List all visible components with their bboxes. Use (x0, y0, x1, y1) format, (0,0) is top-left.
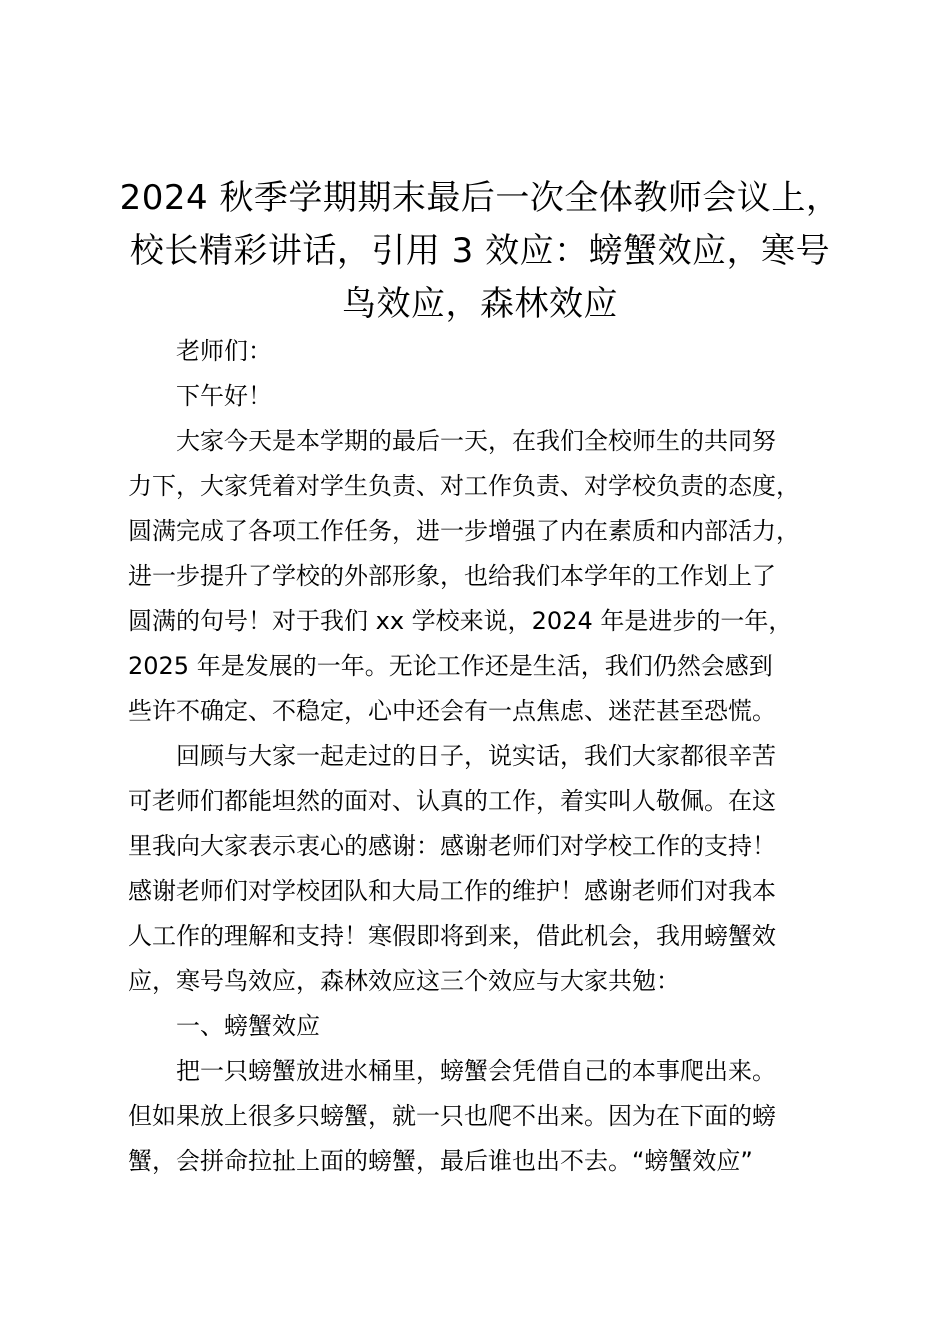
paragraph-line: 人工作的理解和支持！寒假即将到来，借此机会，我用螃蟹效 (128, 922, 776, 950)
title-line: 鸟效应，森林效应 (342, 284, 618, 324)
greeting: 老师们： (176, 337, 272, 365)
paragraph-line: 把一只螃蟹放进水桶里，螃蟹会凭借自己的本事爬出来。 (176, 1057, 776, 1085)
paragraph-line: 但如果放上很多只螃蟹，就一只也爬不出来。因为在下面的螃 (128, 1102, 776, 1130)
section-heading: 一、螃蟹效应 (176, 1012, 320, 1040)
paragraph-1 (128, 419, 858, 734)
document-body (128, 329, 858, 1184)
paragraph-line: 圆满的句号！对于我们 xx 学校来说，2024 年是进步的一年， (128, 607, 793, 635)
paragraph-line: 里我向大家表示衷心的感谢：感谢老师们对学校工作的支持！ (128, 832, 776, 860)
paragraph-line: 进一步提升了学校的外部形象，也给我们本学年的工作划上了 (128, 562, 776, 590)
paragraph-line: 力下，大家凭着对学生负责、对工作负责、对学校负责的态度， (128, 472, 800, 500)
paragraph-line: 感谢老师们对学校团队和大局工作的维护！感谢老师们对我本 (128, 877, 776, 905)
paragraph-3 (128, 1049, 858, 1184)
paragraph-line: 2025 年是发展的一年。无论工作还是生活，我们仍然会感到 (128, 652, 773, 680)
title-line: 2024 秋季学期期末最后一次全体教师会议上， (119, 178, 841, 218)
paragraph-line: 应，寒号鸟效应，森林效应这三个效应与大家共勉： (128, 967, 680, 995)
paragraph-line: 蟹，会拼命拉扯上面的螃蟹，最后谁也出不去。“螃蟹效应” (128, 1147, 753, 1175)
paragraph-2 (128, 734, 858, 1004)
document-title (110, 172, 850, 331)
title-line: 校长精彩讲话，引用 3 效应：螃蟹效应，寒号 (129, 231, 831, 271)
paragraph-line: 回顾与大家一起走过的日子，说实话，我们大家都很辛苦 (176, 742, 776, 770)
paragraph-line: 可老师们都能坦然的面对、认真的工作，着实叫人敬佩。在这 (128, 787, 776, 815)
salutation: 下午好！ (176, 382, 272, 410)
paragraph-line: 大家今天是本学期的最后一天，在我们全校师生的共同努 (176, 427, 776, 455)
paragraph-line: 些许不确定、不稳定，心中还会有一点焦虑、迷茫甚至恐慌。 (128, 697, 776, 725)
paragraph-line: 圆满完成了各项工作任务，进一步增强了内在素质和内部活力， (128, 517, 800, 545)
